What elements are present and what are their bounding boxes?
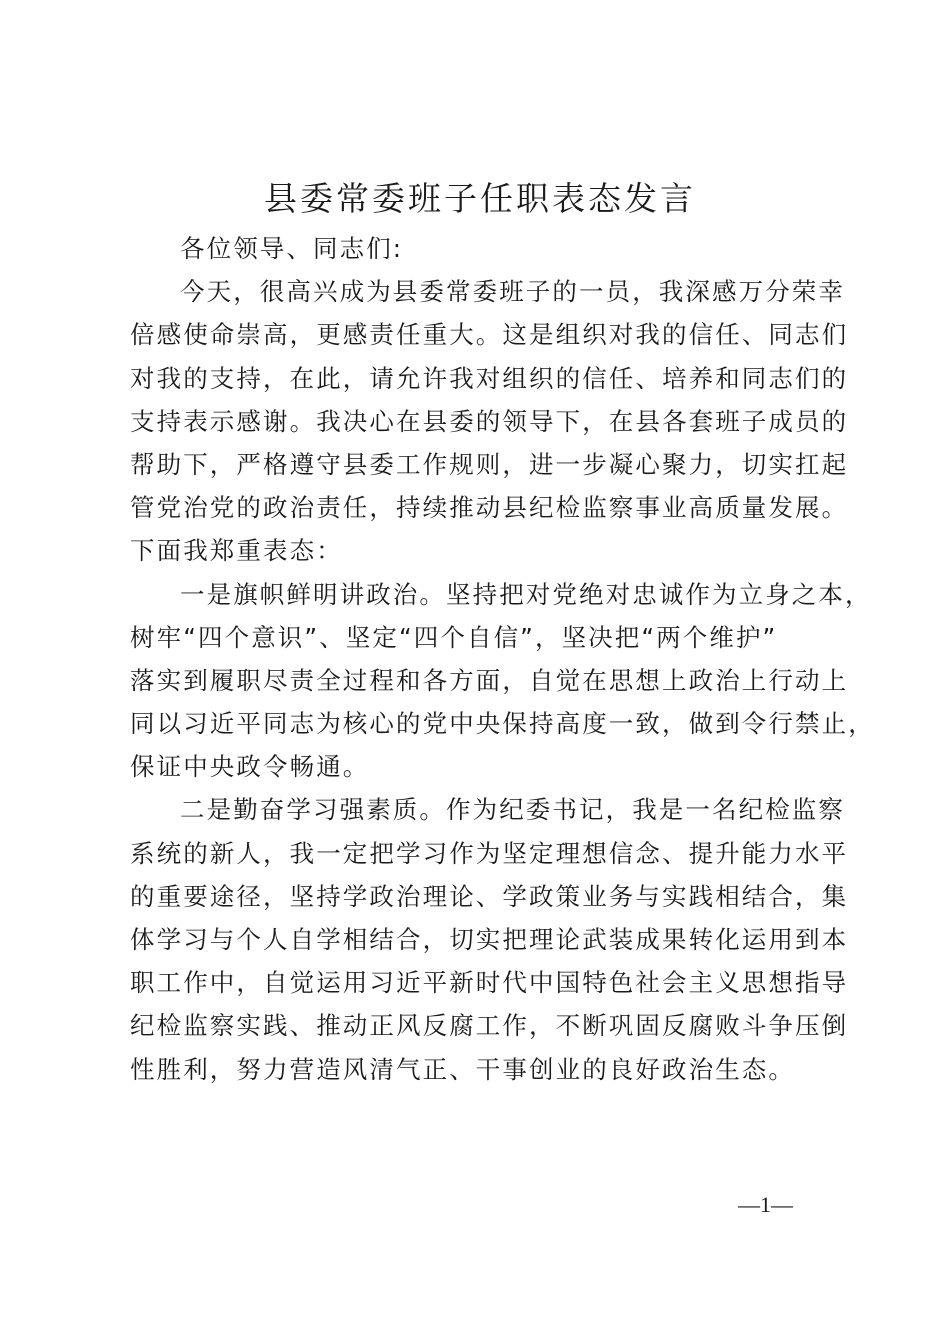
paragraph-line: 管党治党的政治责任，持续推动县纪检监察事业高质量发展。 [130,493,849,523]
page-number: —1— [738,1192,793,1217]
paragraph-line: 性胜利，努力营造风清气正、干事创业的良好政治生态。 [130,1054,795,1084]
paragraph-line: 体学习与个人自学相结合，切实把理论武装成果转化运用到本 [130,925,849,954]
paragraph-line: 树牢“四个意识”、坚定“四个自信”，坚决把“两个维护” [130,622,778,652]
paragraph-line: 对我的支持，在此，请允许我对组织的信任、培养和同志们的 [130,363,849,393]
paragraph-line: 倍感使命崇高，更感责任重大。这是组织对我的信任、同志们 [130,320,849,350]
paragraph-2 [130,573,875,789]
salutation: 各位领导、同志们: [180,234,404,263]
paragraph-line: 今天，很高兴成为县委常委班子的一员，我深感万分荣幸 [180,277,845,307]
paragraph-3 [130,788,849,1090]
paragraph-line: 纪检监察实践、推动正风反腐工作，不断巩固反腐败斗争压倒 [130,1011,849,1041]
paragraph-line: 职工作中，自觉运用习近平新时代中国特色社会主义思想指导 [130,968,849,998]
paragraph-line: 落实到履职尽责全过程和各方面，自觉在思想上政治上行动上 [130,665,849,695]
paragraph-line: 的重要途径，坚持学政治理论、学政策业务与实践相结合，集 [130,881,849,911]
paragraph-1 [130,270,849,572]
paragraph-line: 同以习近平同志为核心的党中央保持高度一致，做到令行禁止， [130,709,875,739]
paragraph-line: 下面我郑重表态： [130,536,343,566]
paragraph-line: 系统的新人，我一定把学习作为坚定理想信念、提升能力水平 [130,838,849,868]
paragraph-line: 支持表示感谢。我决心在县委的领导下，在县各套班子成员的 [130,406,849,436]
document-body [130,227,875,1091]
paragraph-line: 帮助下，严格遵守县委工作规则，进一步凝心聚力，切实扛起 [130,449,849,479]
paragraph-line: 一是旗帜鲜明讲政治。坚持把对党绝对忠诚作为立身之本， [180,579,872,609]
document-title: 县委常委班子任职表态发言 [264,179,696,218]
paragraph-line: 二是勤奋学习强素质。作为纪委书记，我是一名纪检监察 [180,795,845,825]
paragraph-line: 保证中央政令畅通。 [130,752,370,782]
